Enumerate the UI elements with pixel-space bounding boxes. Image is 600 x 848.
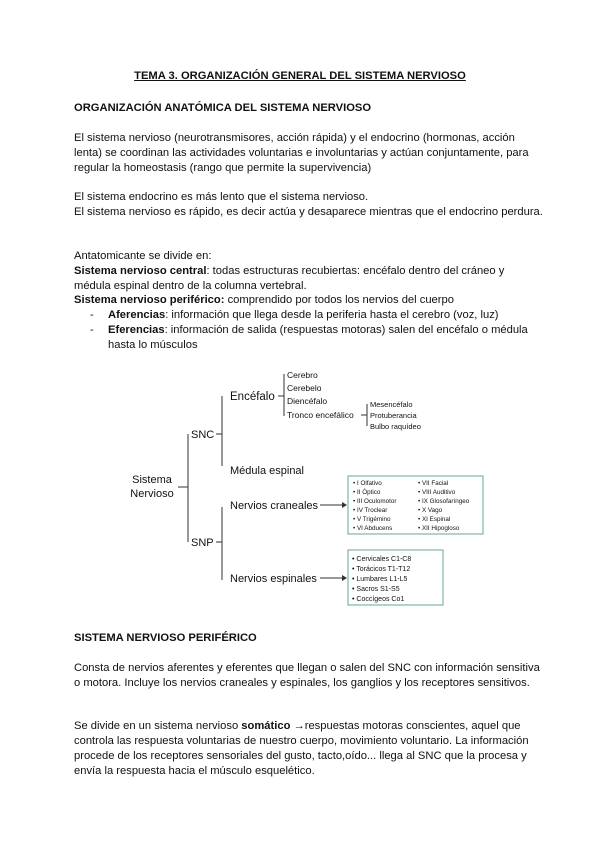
root-bracket — [178, 434, 188, 542]
craneal-right: • VII Facial — [418, 480, 449, 487]
espinal-item: • Sacros S1-S5 — [352, 586, 400, 593]
craneal-right: • VIII Auditivo — [418, 489, 456, 496]
espinal-item: • Torácicos T1-T12 — [352, 566, 411, 573]
tronco-part: Bulbo raquídeo — [370, 422, 421, 431]
craneal-left: • III Oculomotor — [353, 498, 397, 505]
root-label-line2: Nervioso — [130, 488, 174, 500]
snc-text: : todas estructuras recubiertas: encéfalo dentro del cráneo y médula espinal dentro de la columna vertebral. — [74, 265, 505, 292]
diagram-connectors — [178, 374, 367, 580]
craneal-right: • XI Espinal — [418, 516, 451, 523]
medula-label: Médula espinal — [230, 465, 304, 477]
craneal-left: • II Óptico — [353, 489, 381, 496]
snc-label: SNC — [191, 429, 215, 441]
craneal-left: • IV Troclear — [353, 507, 388, 514]
encefalo-part: Cerebelo — [287, 383, 322, 393]
division-intro: Antatomicante se divide en: — [74, 250, 212, 262]
espinal-item: • Cervicales C1-C8 — [352, 556, 412, 563]
aferencias-term: Aferencias — [108, 309, 166, 321]
craneal-left: • VI Abducens — [353, 525, 393, 532]
snc-bracket — [216, 396, 222, 466]
tronco-part: Protuberancia — [370, 411, 417, 420]
encefalo-bracket — [278, 374, 284, 416]
craneal-right: • X Vago — [418, 507, 443, 514]
espinal-item: • Lumbares L1-L5 — [352, 576, 408, 583]
espinal-item: • Coccígeos Co1 — [352, 596, 405, 603]
craneales-list — [353, 480, 470, 532]
espinales-arrowhead — [342, 575, 347, 581]
section1-paragraph-1: El sistema nervioso (neurotransmisores, acción rápida) y el endocrino (hormonas, acción lenta) se coordinan las actividades voluntarias e involuntarias y actúan conjuntamente, para regular la homeostasis (rango que permite la supervivencia) — [74, 132, 529, 174]
section1-heading: ORGANIZACIÓN ANATÓMICA DEL SISTEMA NERVIOSO — [74, 102, 372, 114]
encefalo-part: Diencéfalo — [287, 396, 328, 406]
snp-label: SNP — [191, 537, 214, 549]
snp-bracket — [216, 507, 222, 580]
espinales-list — [352, 556, 411, 603]
espinales-label: Nervios espinales — [230, 573, 317, 585]
section1-paragraph-2b: El sistema nervioso es rápido, es decir actúa y desaparece mientras que el endocrino perdura. — [74, 206, 543, 218]
craneales-label: Nervios craneales — [230, 500, 319, 512]
craneales-arrowhead — [342, 502, 347, 508]
eferencias-text: : información de salida (respuestas motoras) salen del encéfalo o médula hasta lo músculos — [108, 324, 528, 351]
document-title: TEMA 3. ORGANIZACIÓN GENERAL DEL SISTEMA NERVIOSO — [134, 70, 466, 82]
encefalo-part: Cerebro — [287, 370, 318, 380]
section1-paragraph-2a: El sistema endocrino es más lento que el sistema nervioso. — [74, 191, 369, 203]
craneal-right: • XII Hipogloso — [418, 525, 460, 532]
tronco-part: Mesencéfalo — [370, 400, 413, 409]
p2-post: →respuestas motoras conscientes, aquel que controla las respuesta voluntarias de nuestro cuerpo, movimiento voluntario. La información procede de los receptores sensoriales del gusto, tacto,oído... llega al SNC que la procesa y envía la respuesta hacia el músculo esquelético. — [74, 720, 529, 777]
section2-heading: SISTEMA NERVIOSO PERIFÉRICO — [74, 632, 257, 644]
p2-pre: Se divide en un sistema nervioso — [74, 720, 242, 732]
tronco-bracket — [361, 404, 367, 426]
craneal-left: • V Trigémino — [353, 516, 391, 523]
encefalo-part: Tronco encefálico — [287, 410, 354, 420]
eferencias-term: Eferencias — [108, 324, 165, 336]
craneal-left: • I Olfativo — [353, 480, 382, 487]
snp-term: Sistema nervioso periférico: — [74, 294, 225, 306]
aferencias-text: : información que llega desde la periferia hasta el cerebro (voz, luz) — [165, 309, 499, 321]
encefalo-label: Encéfalo — [230, 391, 275, 403]
craneal-right: • IX Glosofaríngeo — [418, 498, 470, 505]
snp-text: comprendido por todos los nervios del cuerpo — [224, 294, 454, 306]
root-label-line1: Sistema — [132, 474, 172, 486]
list-dash: - — [90, 309, 94, 321]
section2-paragraph-2 — [74, 719, 544, 779]
somatico-term: somático — [241, 720, 291, 732]
list-dash: - — [90, 324, 94, 336]
section2-paragraph-1: Consta de nervios aferentes y eferentes que llegan o salen del SNC con información sensitiva o motora. Incluye los nervios craneales y espinales, los ganglios y los receptores sensitivos. — [74, 662, 540, 689]
snc-term: Sistema nervioso central — [74, 265, 207, 277]
